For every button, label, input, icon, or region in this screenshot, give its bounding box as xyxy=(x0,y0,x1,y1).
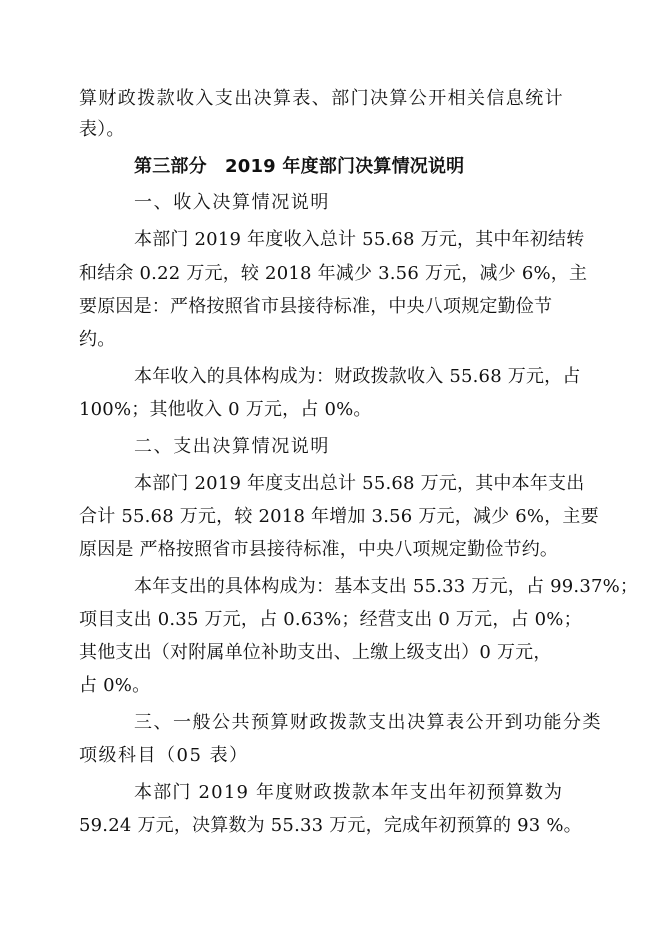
text-line-5: 本部门 2019 年度收入总计 55.68 万元，其中年初结转 xyxy=(134,229,585,250)
text-line-15: 本年支出的具体构成为：基本支出 55.33 万元，占 99.37%； xyxy=(134,576,639,597)
subheading-section-three: 三、一般公共预算财政拨款支出决算表公开到功能分类 xyxy=(134,712,602,733)
text-line-21: 本部门 2019 年度财政拨款本年支出年初预算数为 xyxy=(134,782,564,803)
subheading-expense: 二、支出决算情况说明 xyxy=(134,436,330,457)
text-line-8: 约。 xyxy=(79,329,116,350)
text-line-22: 59.24 万元，决算数为 55.33 万元，完成年初预算的 93 %。 xyxy=(79,815,582,836)
text-line-14: 原因是 严格按照省市县接待标准，中央八项规定勤俭节约。 xyxy=(79,539,559,560)
text-line-1: 算财政拨款收入支出决算表、部门决算公开相关信息统计 xyxy=(79,88,564,109)
text-line-17: 其他支出（对附属单位补助支出、上缴上级支出）0 万元， xyxy=(79,642,552,663)
section-title: 第三部分 2019 年度部门决算情况说明 xyxy=(134,156,465,177)
text-line-7: 要原因是：严格按照省市县接待标准，中央八项规定勤俭节 xyxy=(79,296,553,317)
subheading-section-three-continued: 项级科目（05 表） xyxy=(79,745,249,766)
text-line-13: 合计 55.68 万元，较 2018 年增加 3.56 万元，减少 6%，主要 xyxy=(79,506,599,527)
text-line-16: 项目支出 0.35 万元，占 0.63%；经营支出 0 万元，占 0%； xyxy=(79,609,582,630)
text-line-6: 和结余 0.22 万元，较 2018 年减少 3.56 万元，减少 6%，主 xyxy=(79,263,588,284)
text-line-12: 本部门 2019 年度支出总计 55.68 万元，其中本年支出 xyxy=(134,473,585,494)
text-line-10: 100%；其他收入 0 万元，占 0%。 xyxy=(79,399,372,420)
text-line-2: 表）。 xyxy=(79,119,125,140)
text-line-18: 占 0%。 xyxy=(79,675,151,696)
subheading-income: 一、收入决算情况说明 xyxy=(134,192,330,213)
text-line-9: 本年收入的具体构成为：财政拨款收入 55.68 万元，占 xyxy=(134,366,581,387)
